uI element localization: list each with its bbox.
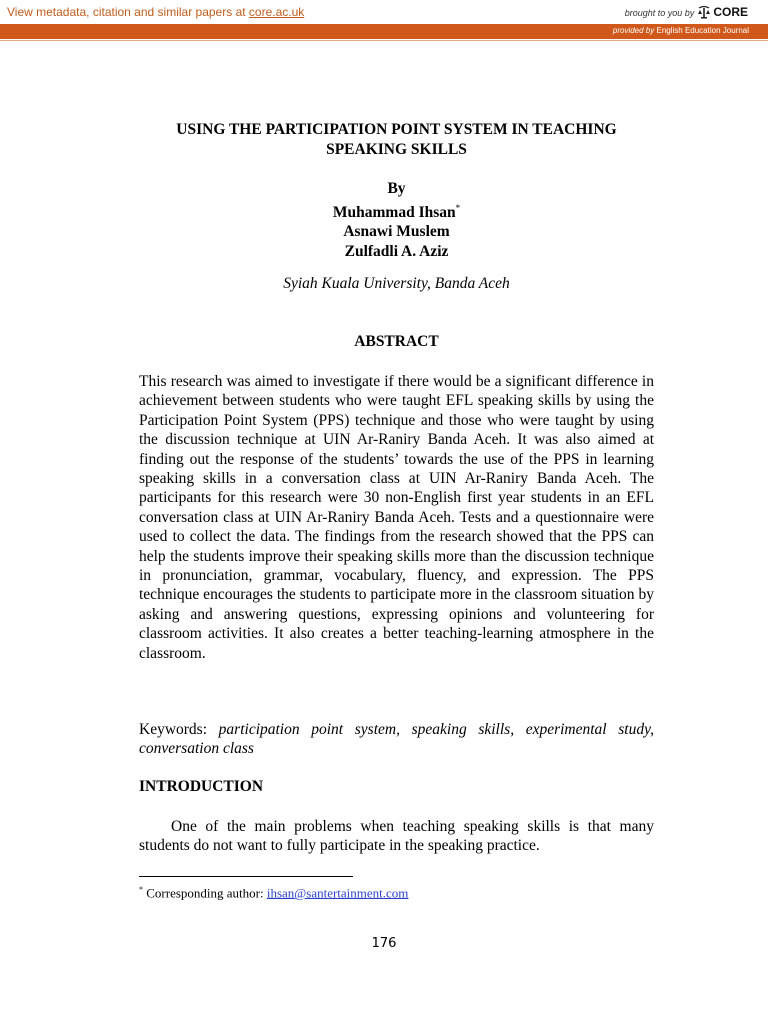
core-logo-icon — [698, 5, 710, 19]
page-number: 176 — [371, 936, 397, 951]
core-banner — [0, 0, 768, 41]
abstract-heading: ABSTRACT — [354, 333, 439, 350]
core-provider-band — [0, 24, 768, 39]
author-name: Muhammad Ihsan — [332, 203, 456, 221]
keywords-label: Keywords: — [139, 721, 208, 738]
title-line-1: USING THE PARTICIPATION POINT SYSTEM IN TEACHING — [176, 121, 617, 138]
author-3: Zulfadli A. Aziz — [344, 242, 449, 260]
core-metadata-text — [7, 5, 304, 19]
keywords-list: participation point system, speaking skills, experimental study, conversation class — [139, 721, 654, 758]
introduction-heading: INTRODUCTION — [139, 778, 264, 795]
author-1 — [139, 199, 654, 223]
author-2: Asnawi Muslem — [343, 223, 450, 241]
title-line-2: SPEAKING SKILLS — [326, 141, 467, 158]
introduction-text: One of the main problems when teaching speaking skills is that many students do not want to fully participate in the speaking practice. — [139, 818, 654, 855]
footnote-mark: * — [139, 885, 143, 894]
footnote — [139, 885, 408, 901]
brought-by-text: brought to you by — [624, 8, 695, 18]
paper-title — [139, 120, 654, 160]
by-label: By — [387, 180, 406, 197]
core-banner-top — [0, 0, 768, 24]
affiliation: Syiah Kuala University, Banda Aceh — [283, 275, 510, 292]
author-block — [139, 179, 654, 261]
core-metadata-prefix: View metadata, citation and similar papers at — [7, 5, 246, 19]
core-brought-by[interactable] — [625, 5, 748, 19]
footnote-label: Corresponding author: — [146, 885, 264, 901]
core-provided-by[interactable] — [613, 26, 749, 35]
abstract-text: This research was aimed to investigate if there would be a significant difference in achievement between students who were taught EFL speaking skills by using the Participation Point System (PPS) technique and those who were taught by using the discussion technique at UIN Ar-Raniry Banda Aceh. It was also aimed at finding out the response of the students’ towards the use of the PPS in learning speaking skills in a conversation class at UIN Ar-Raniry Banda Aceh. The participants for this research were 30 non-English first year students in an EFL conversation class at UIN Ar-Raniry Banda Aceh. Tests and a questionnaire were used to collect the data. The findings from the research showed that the PPS can help the students improve their speaking skills more than the discussion technique in pronunciation, grammar, vocabulary, fluency, and expression. The PPS technique encourages the students to participate more in the classroom situation by asking and answering questions, expressing opinions and volunteering for classroom activities. It also creates a better teaching-learning atmosphere in the classroom. — [139, 373, 654, 662]
core-label: CORE — [713, 5, 748, 19]
provider-name: English Education Journal — [656, 26, 749, 35]
author-footnote-mark[interactable]: * — [455, 202, 461, 213]
keywords — [139, 720, 654, 759]
provided-by-prefix: provided by — [612, 26, 655, 35]
core-ac-uk-link[interactable]: core.ac.uk — [248, 5, 305, 19]
footnote-divider — [139, 876, 353, 877]
corresponding-email-link[interactable]: ihsan@santertainment.com — [266, 885, 409, 901]
